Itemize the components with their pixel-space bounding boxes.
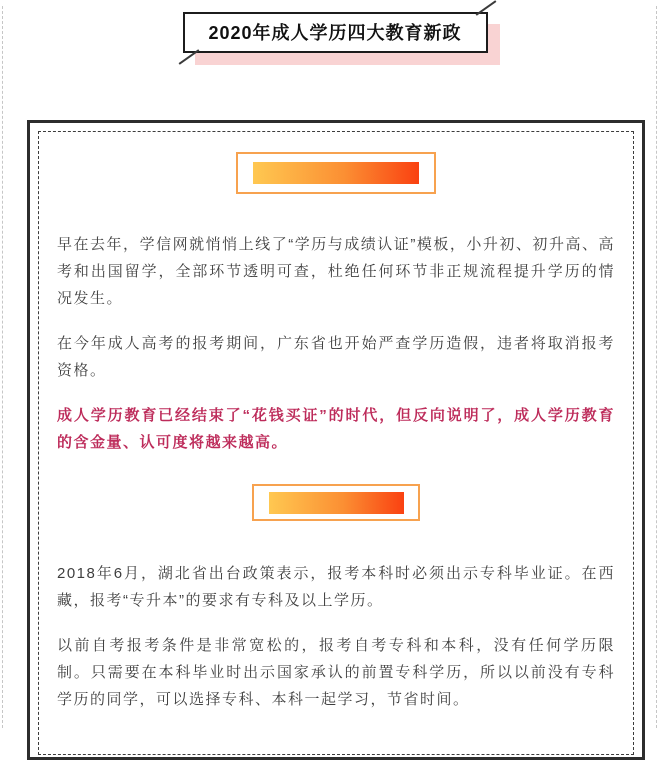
gradient-divider-middle-bar: [269, 492, 404, 514]
slash-decoration-bottom-left-icon: [178, 49, 199, 64]
slash-decoration-top-right-icon: [475, 0, 496, 15]
page-title-text: 2020年成人学历四大教育新政: [208, 23, 462, 43]
article-paragraph: 2018年6月，湖北省出台政策表示，报考本科时必须出示专科毕业证。在西藏，报考“专升本”的要求有专科及以上学历。: [57, 565, 615, 609]
article-content-box: [27, 120, 645, 760]
gradient-divider-middle: [252, 484, 420, 521]
page-title: [183, 12, 488, 53]
article-paragraph-emphasis: 成人学历教育已经结束了“花钱买证”的时代，但反向说明了，成人学历教育的含金量、认可度将越来越高。: [57, 407, 615, 451]
article-paragraph: 在今年成人高考的报考期间，广东省也开始严查学历造假，违者将取消报考资格。: [57, 335, 615, 379]
gradient-divider-top: [236, 152, 436, 194]
article-content-inner: [38, 131, 634, 755]
article-paragraph: 早在去年，学信网就悄悄上线了“学历与成绩认证”模板，小升初、初升高、高考和出国留学，全部环节透明可查，杜绝任何环节非正规流程提升学历的情况发生。: [57, 236, 615, 307]
gradient-divider-top-bar: [253, 162, 419, 184]
article-paragraph: 以前自考报考条件是非常宽松的，报考自考专科和本科，没有任何学历限制。只需要在本科毕业时出示国家承认的前置专科学历，所以以前没有专科学历的同学，可以选择专科、本科一起学习，节省时间。: [57, 637, 615, 708]
